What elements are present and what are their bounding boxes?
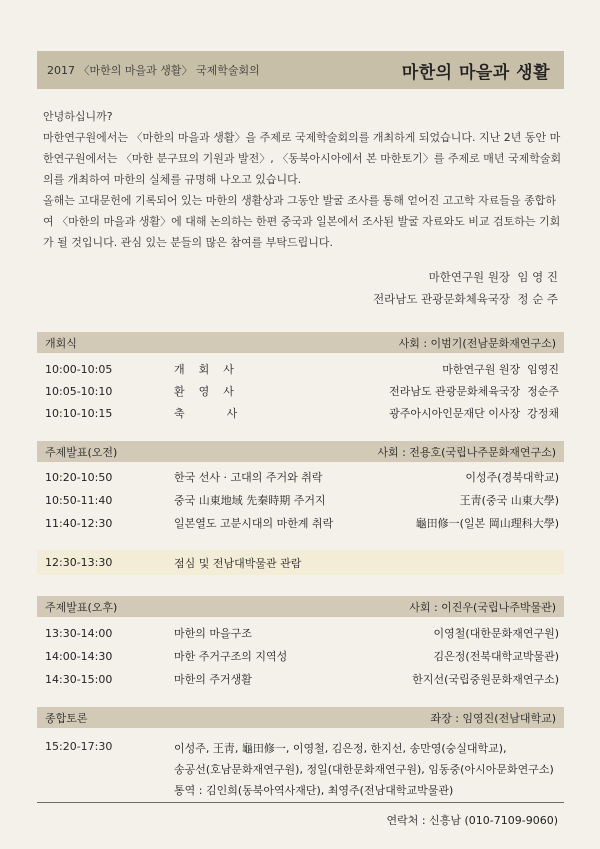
section-morning [37,441,564,462]
header-bar [37,51,564,89]
row-speaker: 김은정(전북대학교박물관) [433,650,559,663]
row-speaker: 광주아시아인문재단 이사장 강정채 [389,407,559,420]
section-afternoon [37,596,564,617]
intro-text [43,106,563,253]
section-host: 사회 : 이범기(전남문화재연구소) [398,336,556,350]
section-host: 사회 : 전용호(국립나주문화재연구소) [377,445,556,459]
row-time: 10:50-11:40 [45,493,113,507]
schedule-row [37,645,564,667]
divider [37,802,564,803]
row-title: 개회사 [174,363,248,376]
schedule-row [37,380,564,402]
row-speaker: 한지선(국립중원문화재연구소) [412,673,559,686]
row-title: 마한 주거구조의 지역성 [174,650,288,663]
schedule-row [37,358,564,380]
row-speaker: 마한연구원 원장 임영진 [442,363,559,376]
section-label: 개회식 [45,336,77,350]
row-time: 10:10-10:15 [45,406,113,420]
schedule-row [37,402,564,424]
section-opening [37,332,564,353]
participants-line: 이성주, 王靑, 龜田修一, 이영철, 김은정, 한지선, 송만영(숭실대학교), [174,742,507,755]
schedule-row [37,668,564,690]
schedule-row [37,622,564,644]
row-time: 12:30-13:30 [45,556,113,569]
row-time: 11:40-12:30 [45,516,113,530]
row-time: 10:00-10:05 [45,362,113,376]
row-title: 중국 山東地域 先秦時期 주거지 [174,494,326,507]
intro-paragraph-1: 마한연구원에서는 〈마한의 마을과 생활〉을 주제로 국제학술회의를 개최하게 되었습니다. 지난 2년 동안 마한연구원에서는 〈마한 분구묘의 기원과 발전〉, 〈동북아시아에서 본 마한토기〉를 주제로 매년 국제학술회의를 개최하여 마한의 실체를 규명해 나오고 있습니다. [43,131,562,186]
row-speaker: 이성주(경북대학교) [465,471,559,484]
row-time: 14:00-14:30 [45,649,113,663]
intro-paragraph-2: 올해는 고대문헌에 기록되어 있는 마한의 생활상과 그동안 발굴 조사를 통해 얻어진 고고학 자료들을 종합하여 〈마한의 마을과 생활〉에 대해 논의하는 한편 중국과 일본에서 조사된 발굴 자료와도 비교 검토하는 기회가 될 것입니다. 관심 있는 분들의 많은 참여를 부탁드립니다. [43,194,561,249]
row-title: 한국 선사 · 고대의 주거와 취락 [174,471,323,484]
discussion-time: 15:20-17:30 [45,740,113,753]
section-label: 종합토론 [45,711,88,725]
signature-line: 전라남도 관광문화체육국장 정 순 주 [373,292,558,306]
lunch-row [37,550,564,575]
discussion-participants [174,738,564,801]
signatures [373,266,558,310]
row-title: 일본열도 고분시대의 마한계 취락 [174,517,334,530]
row-speaker: 龜田修一(일본 岡山理科大學) [415,517,559,530]
row-speaker: 王靑(중국 山東大學) [459,494,559,507]
row-title: 점심 및 전남대박물관 관람 [174,556,302,570]
participants-line: 통역 : 김인희(동북아역사재단), 최영주(전남대학교박물관) [174,784,454,797]
page-title: 마한의 마을과 생활 [401,62,550,83]
section-discussion [37,707,564,728]
schedule-row [37,489,564,511]
row-title: 환영사 [174,385,248,398]
row-time: 10:05-10:10 [45,384,113,398]
row-time: 10:20-10:50 [45,470,113,484]
section-label: 주제발표(오후) [45,600,118,614]
row-time: 13:30-14:00 [45,626,113,640]
row-speaker: 전라남도 관광문화체육국장 정순주 [389,385,559,398]
greeting: 안녕하십니까? [43,110,113,123]
participants-line: 송공선(호남문화재연구원), 정일(대한문화재연구원), 임동중(아시아문화연구소) [174,763,554,776]
row-title: 축사 [174,407,280,420]
schedule-row [37,512,564,534]
row-time: 14:30-15:00 [45,672,113,686]
section-label: 주제발표(오전) [45,445,118,459]
contact-info: 연락처 : 신흥남 (010-7109-9060) [386,814,558,827]
section-chair: 좌장 : 임영진(전남대학교) [430,711,556,725]
section-host: 사회 : 이진우(국립나주박물관) [409,600,556,614]
row-title: 마한의 주거생활 [174,673,252,686]
signature-line: 마한연구원 원장 임 영 진 [428,270,558,284]
schedule-row [37,466,564,488]
conference-subtitle: 2017 〈마한의 마을과 생활〉 국제학술회의 [47,64,260,77]
row-title: 마한의 마을구조 [174,627,252,640]
row-speaker: 이영철(대한문화재연구원) [433,627,559,640]
